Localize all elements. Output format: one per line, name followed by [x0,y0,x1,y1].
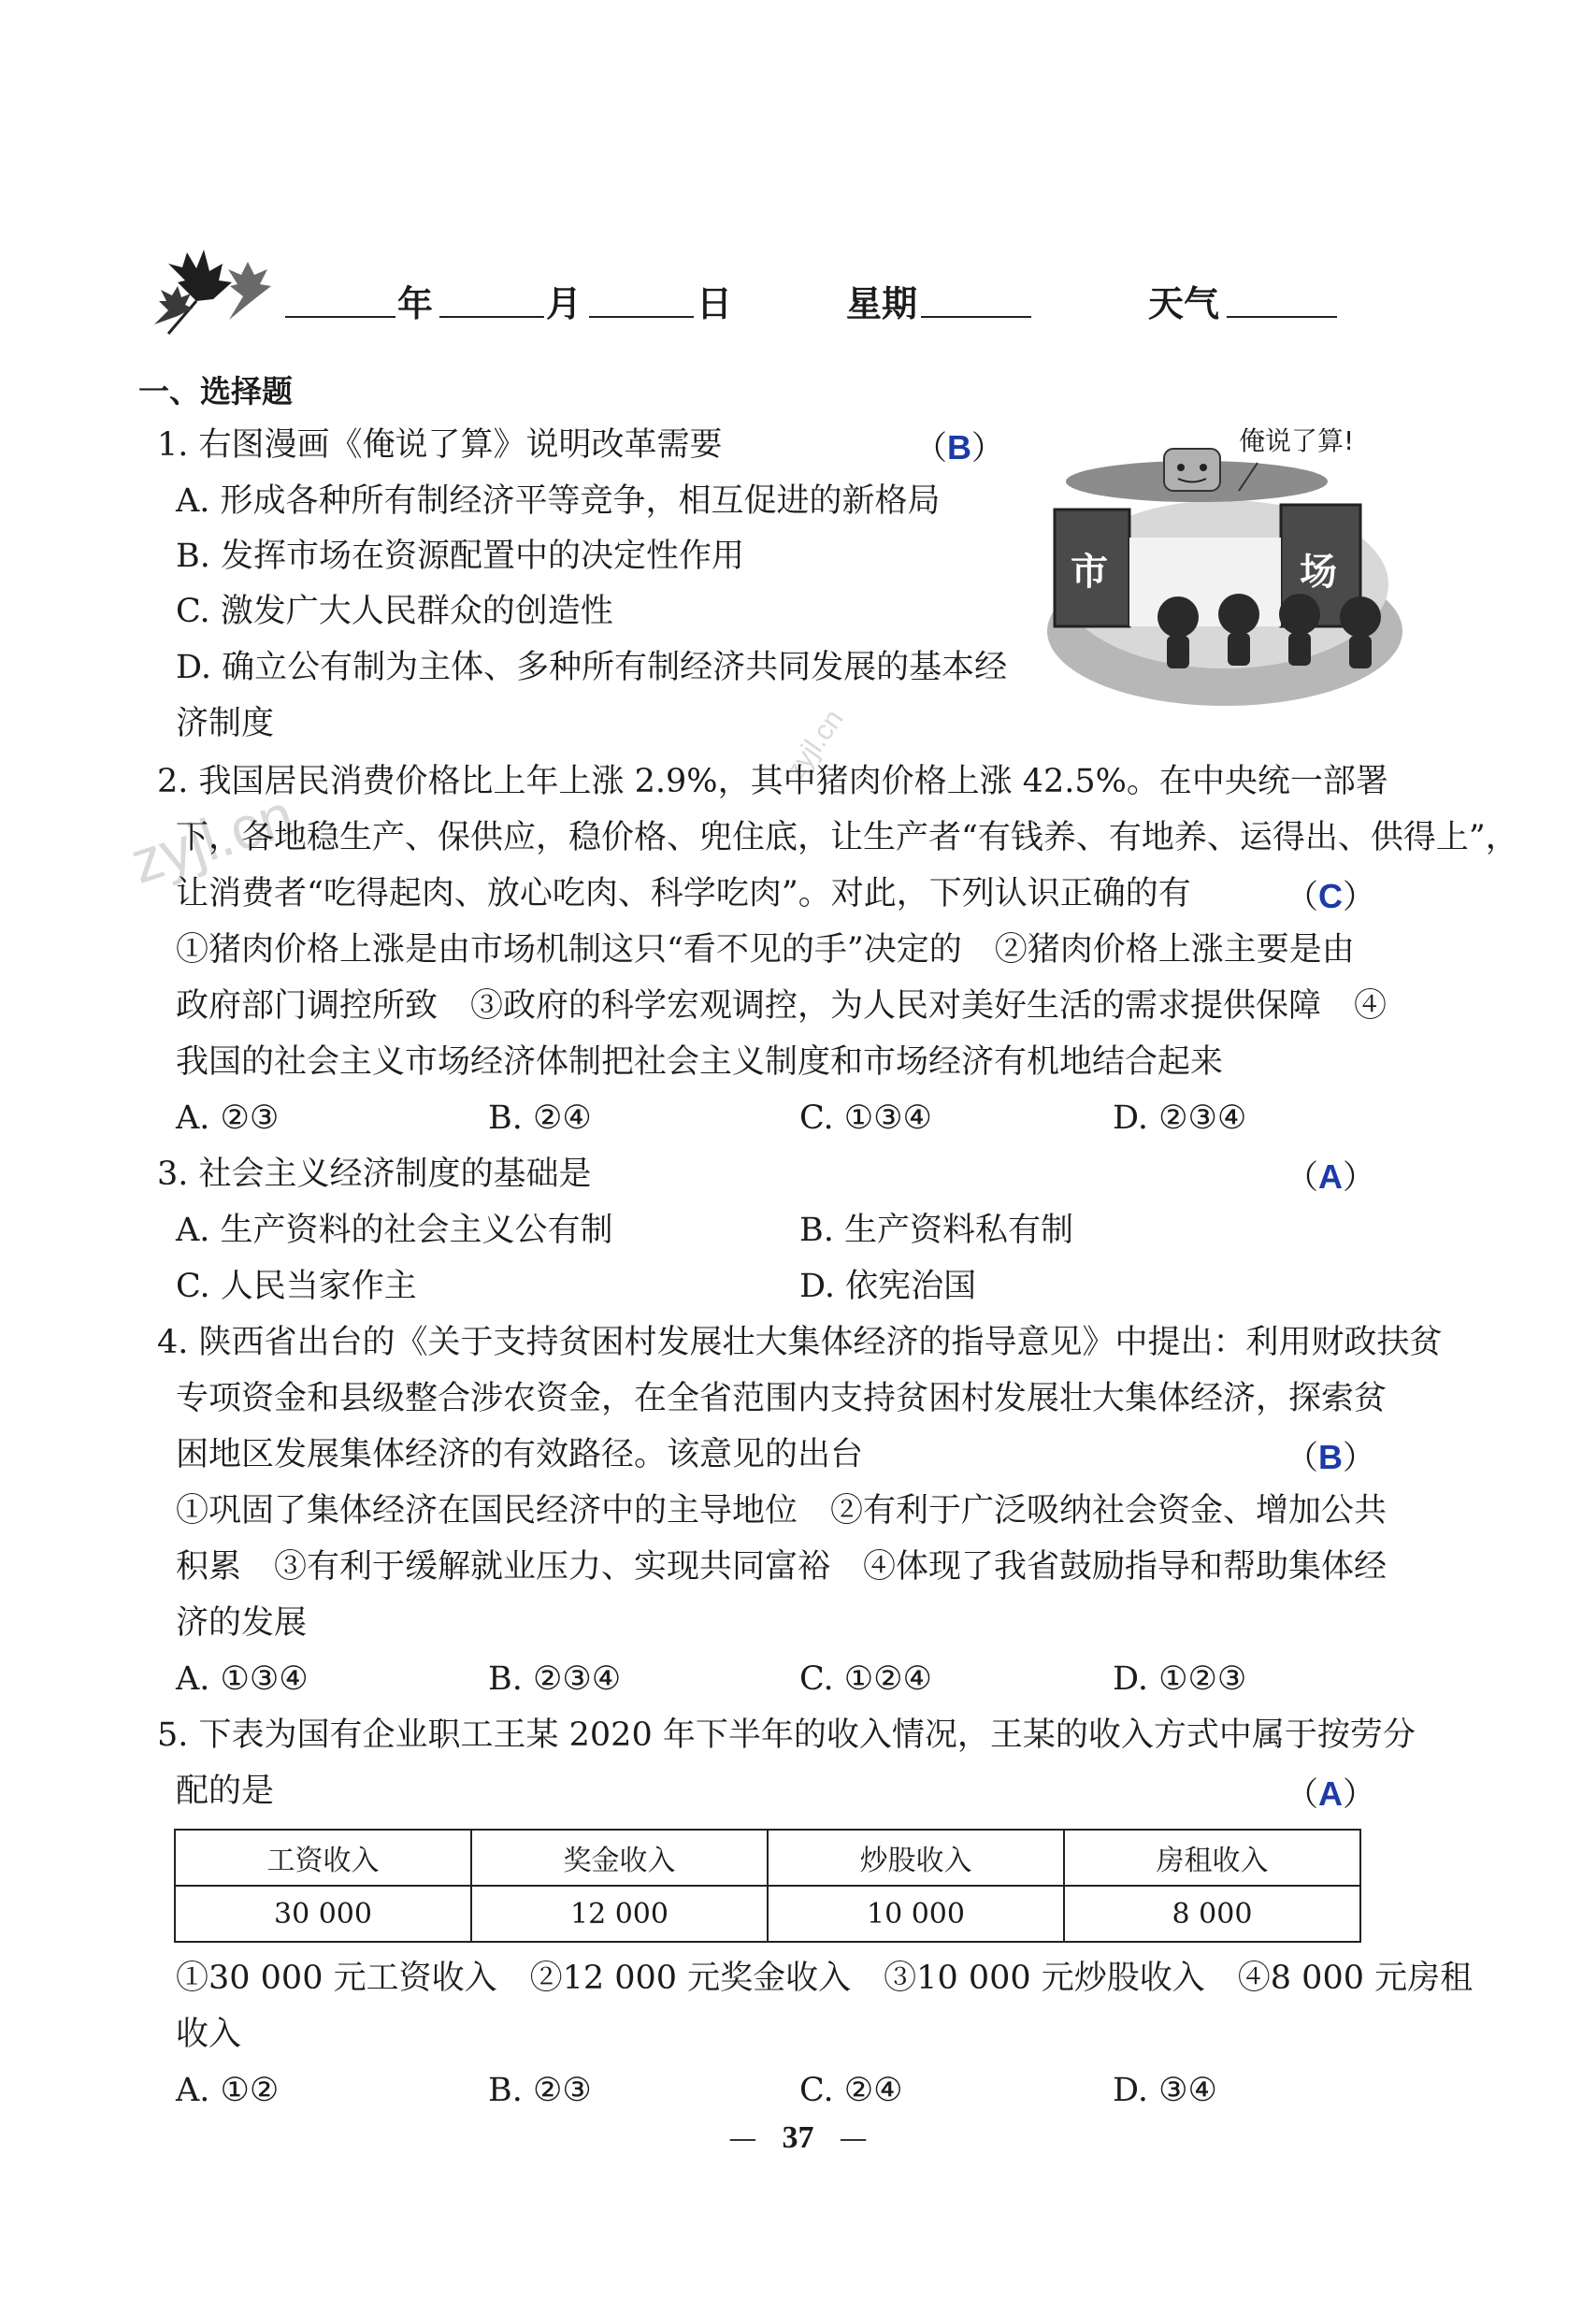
day-label: 日 [697,283,733,324]
table-cell: 8 000 [1064,1886,1360,1942]
q2-option-c: C. ①③④ [799,1099,932,1137]
cartoon-door-left-label: 市 [1071,551,1108,594]
q5-answer: A [1318,1774,1344,1813]
q4-line-3: 困地区发展集体经济的有效路径。该意见的出台 [176,1436,864,1473]
q4-option-a: A. ①③④ [176,1660,309,1698]
table-header-cell: 工资收入 [175,1830,471,1886]
q5-option-a: A. ①② [176,2072,280,2109]
q1-option-a: A. 形成各种所有制经济平等竞争，相互促进的新格局 [176,482,941,520]
q4-line-1: 4. 陕西省出台的《关于支持贫困村发展壮大集体经济的指导意见》中提出：利用财政扶贫 [157,1324,1443,1361]
q2-option-a: A. ②③ [176,1099,280,1137]
q1-answer-paren: （B） [914,428,1005,467]
q5-option-d: D. ③④ [1113,2072,1217,2109]
q4-line-4: ①巩固了集体经济在国民经济中的主导地位 ②有利于广泛吸纳社会资金、增加公共 [176,1492,1388,1530]
table-cell: 30 000 [175,1886,471,1942]
q1-stem: 1. 右图漫画《俺说了算》说明改革需要 [157,426,723,464]
q1-option-c: C. 激发广大人民群众的创造性 [176,593,613,630]
page-dash-left: — [728,2122,757,2155]
weather-label: 天气 [1148,283,1220,324]
q3-answer-paren: （A） [1286,1157,1376,1197]
q2-line-2: 下，各地稳生产、保供应，稳价格、兜住底，让生产者“有钱养、有地养、运得出、供得上”， [176,819,1518,856]
q4-line-5: 积累 ③有利于缓解就业压力、实现共同富裕 ④体现了我省鼓励指导和帮助集体经 [176,1548,1388,1586]
q3-option-a: A. 生产资料的社会主义公有制 [176,1212,613,1249]
q4-option-d: D. ①②③ [1113,1660,1247,1698]
page-number: 37 [782,2120,814,2155]
page-footer [0,2120,1596,2156]
month-blank[interactable] [439,282,544,318]
q2-answer-paren: （C） [1286,877,1376,916]
q2-answer: C [1318,877,1344,915]
q2-line-3: 让消费者“吃得起肉、放心吃肉、科学吃肉”。对此，下列认识正确的有 [176,875,1191,912]
table-header-cell: 房租收入 [1064,1830,1360,1886]
q2-line-1: 2. 我国居民消费价格比上年上涨 2.9%，其中猪肉价格上涨 42.5%。在中央统一部署 [157,763,1388,800]
q1-option-d-cont: 济制度 [176,705,275,742]
cartoon-door-right-label: 场 [1300,551,1337,594]
q3-answer: A [1318,1157,1344,1196]
weather-blank[interactable] [1227,282,1337,318]
q5-line-3: ①30 000 元工资收入 ②12 000 元奖金收入 ③10 000 元炒股收入 ④8 000 元房租 [176,1960,1474,1997]
cartoon-image [1038,416,1412,706]
table-header-row [175,1830,1360,1886]
q5-line-1: 5. 下表为国有企业职工王某 2020 年下半年的收入情况，王某的收入方式中属于按劳分 [157,1716,1416,1754]
table-cell: 12 000 [471,1886,768,1942]
year-label: 年 [397,283,434,324]
q3-option-c: C. 人民当家作主 [176,1268,417,1305]
month-label: 月 [546,283,582,324]
page-dash-right: — [839,2122,868,2155]
table-row [175,1886,1360,1942]
q4-option-b: B. ②③④ [488,1660,622,1698]
watermark-left: zyjl.cn [122,781,302,897]
table-cell: 10 000 [768,1886,1064,1942]
section-title: 一、选择题 [138,373,293,409]
table-header-cell: 奖金收入 [471,1830,768,1886]
q4-answer-paren: （B） [1286,1438,1376,1477]
q3-option-d: D. 依宪治国 [799,1268,977,1305]
income-table [174,1829,1361,1943]
q3-stem: 3. 社会主义经济制度的基础是 [157,1156,592,1193]
weekday-label: 星期 [846,283,918,324]
q4-line-6: 济的发展 [176,1604,308,1642]
year-blank[interactable] [285,282,395,318]
day-blank[interactable] [589,282,694,318]
q4-answer: B [1318,1438,1344,1476]
maple-leaf-icon [140,245,280,338]
q5-option-c: C. ②④ [799,2072,903,2109]
cartoon-speech: 俺说了算! [1239,425,1355,456]
q1-answer: B [947,428,972,467]
q2-line-6: 我国的社会主义市场经济体制把社会主义制度和市场经济有机地结合起来 [176,1043,1224,1081]
q1-option-b: B. 发挥市场在资源配置中的决定性作用 [176,538,744,575]
q2-line-4: ①猪肉价格上涨是由市场机制这只“看不见的手”决定的 ②猪肉价格上涨主要是由 [176,931,1355,969]
watermark-center: zyjl.cn [779,704,850,786]
q5-answer-paren: （A） [1286,1774,1376,1814]
q4-option-c: C. ①②④ [799,1660,932,1698]
q3-option-b: B. 生产资料私有制 [799,1212,1073,1249]
q4-line-2: 专项资金和县级整合涉农资金，在全省范围内支持贫困村发展壮大集体经济，探索贫 [176,1380,1388,1417]
q5-line-2: 配的是 [176,1773,275,1810]
weekday-blank[interactable] [921,282,1031,318]
q2-option-b: B. ②④ [488,1099,592,1137]
q1-option-d: D. 确立公有制为主体、多种所有制经济共同发展的基本经 [176,649,1008,686]
q5-line-4: 收入 [176,2016,242,2053]
table-header-cell: 炒股收入 [768,1830,1064,1886]
q5-option-b: B. ②③ [488,2072,592,2109]
q2-option-d: D. ②③④ [1113,1099,1247,1137]
q2-line-5: 政府部门调控所致 ③政府的科学宏观调控，为人民对美好生活的需求提供保障 ④ [176,987,1388,1025]
